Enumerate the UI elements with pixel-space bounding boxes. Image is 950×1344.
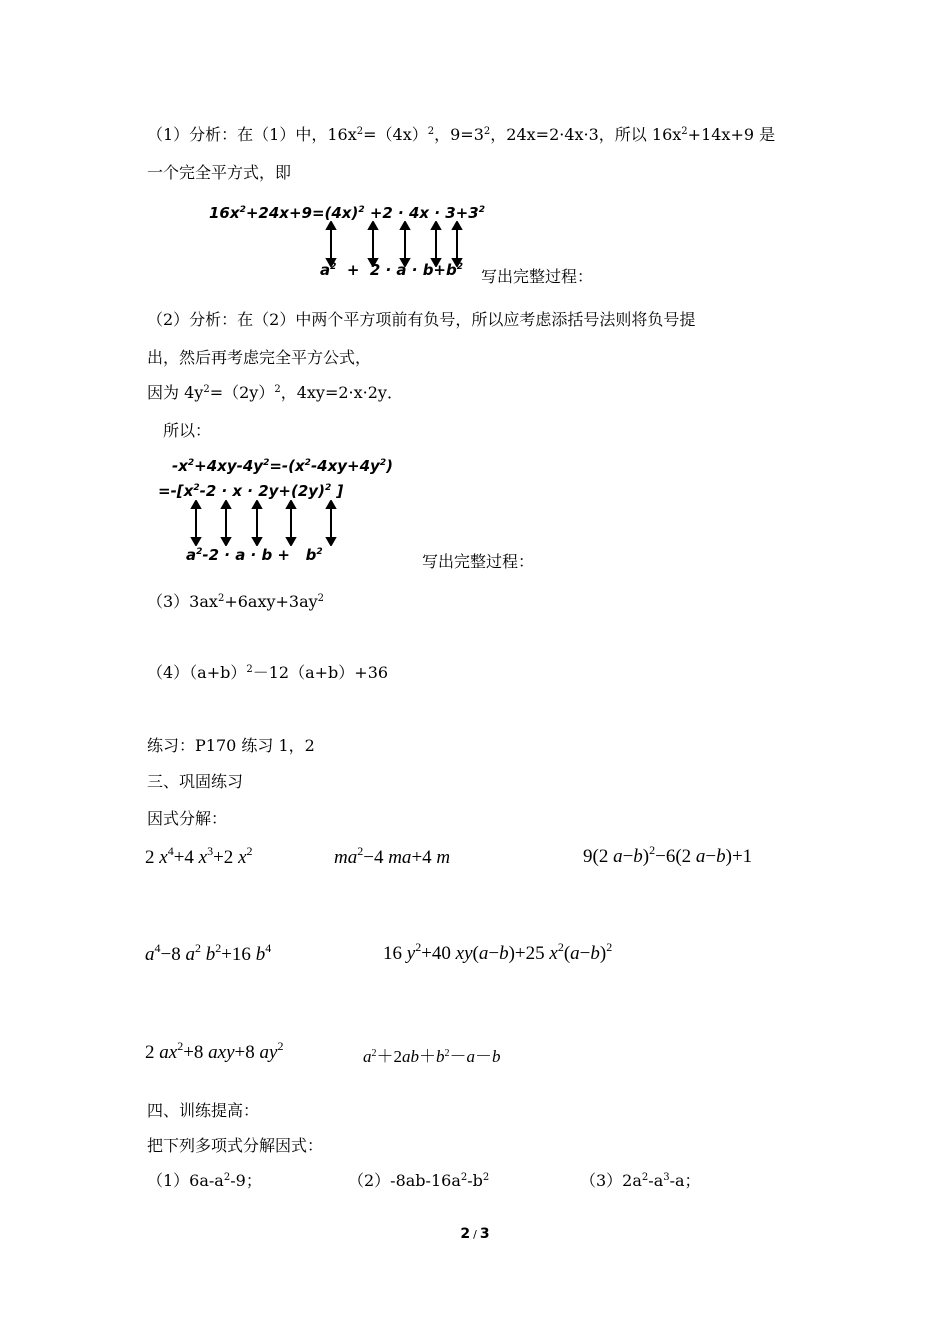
section-3-heading: 三、巩固练习: [147, 772, 244, 791]
arrow-2: [222, 501, 230, 545]
training-3: $(3)2a^2-a^3-a$；: [580, 1171, 701, 1190]
arrow-5: [327, 501, 335, 545]
question-3: $(3)3ax^2+6axy+3ay^2$: [147, 592, 325, 611]
exercise-1: 2 $x^4+4$ $x^3+2$ $x^2$: [145, 844, 253, 868]
instruction-line: 把下列多项式分解因式：: [147, 1136, 324, 1155]
arrow-1: [192, 501, 200, 545]
write-process-1: 写出完整过程：: [481, 267, 594, 286]
arrow-1: [327, 222, 335, 266]
analysis-1-line-b: 一个完全平方式，即: [147, 163, 292, 182]
arrow-4: [432, 222, 440, 266]
figure2-line1: $-x^2+4xy-4y^2=-(x^2-4xy+4y^2)$: [172, 457, 393, 475]
write-process-2: 写出完整过程：: [422, 552, 535, 571]
exercise-6: 2 $ax^2+8$ axy+8 $ay^2$: [145, 1039, 284, 1063]
figure1-bottom: $a^2 + 2 \cdot a \cdot b+b^2$: [320, 261, 464, 279]
analysis-1-line-a: （1）分析：在（1）中，$16x^2=(4x)^2$，$9=3^2$，24x=2·4x·3，所以 $16x^2+14x+9$ 是: [147, 125, 776, 144]
factor-label: 因式分解：: [147, 809, 228, 828]
analysis-2-line-b: 出，然后再考虑完全平方公式，: [147, 348, 372, 367]
exercise-2: $ma^2-4$ ma+4 m: [334, 844, 451, 868]
current-page: 2: [460, 1226, 471, 1242]
exercise-7: $a^2+2ab+b^2-a-b$: [363, 1047, 501, 1066]
arrow-2: [369, 222, 377, 266]
exercise-3: 9(2 a−b)$^2$−6(2 a−b)+1: [583, 843, 753, 867]
total-pages: 3: [479, 1226, 490, 1242]
figure1-top: $16x^2+24x+9=(4x)^2 +2 \cdot 4x \cdot 3+3^2$: [209, 204, 485, 222]
arrow-4: [287, 501, 295, 545]
analysis-2-line-c: 因为 $4y^2=(2y)^2$，4xy=2·x·2y．: [147, 383, 403, 402]
analysis-2-line-d: 所以：: [163, 421, 212, 440]
arrow-5: [453, 222, 461, 266]
exercise-5: 16 $y^2+40$ xy(a−b)+25 $x^2(a-b)^2$: [383, 940, 613, 964]
arrow-3: [253, 501, 261, 545]
page-number: 2 / 3: [460, 1226, 490, 1242]
section-4-heading: 四、训练提高：: [147, 1101, 260, 1120]
practice-line: 练习：P170 练习 1，2: [147, 736, 315, 755]
question-4: $(4)(a+b)^2-12(a+b)+36$: [147, 663, 389, 682]
exercise-4: $a^4-8$ $a^2$ $b^2+16$ $b^4$: [145, 941, 272, 965]
figure2-arrows: [180, 500, 360, 546]
figure2-bottom: $a^2-2 \cdot a \cdot b + b^2$: [186, 546, 323, 564]
figure2-line2: $=-[x^2-2 \cdot x \cdot 2y+(2y)^2$ ]: [158, 482, 344, 500]
analysis-2-line-a: （2）分析：在（2）中两个平方项前有负号，所以应考虑添括号法则将负号提: [147, 310, 696, 329]
training-1: $(1)6a-a^2-9$；: [147, 1171, 262, 1190]
arrow-3: [401, 222, 409, 266]
training-2: $(2)-8ab-16a^2-b^2$: [348, 1171, 490, 1190]
